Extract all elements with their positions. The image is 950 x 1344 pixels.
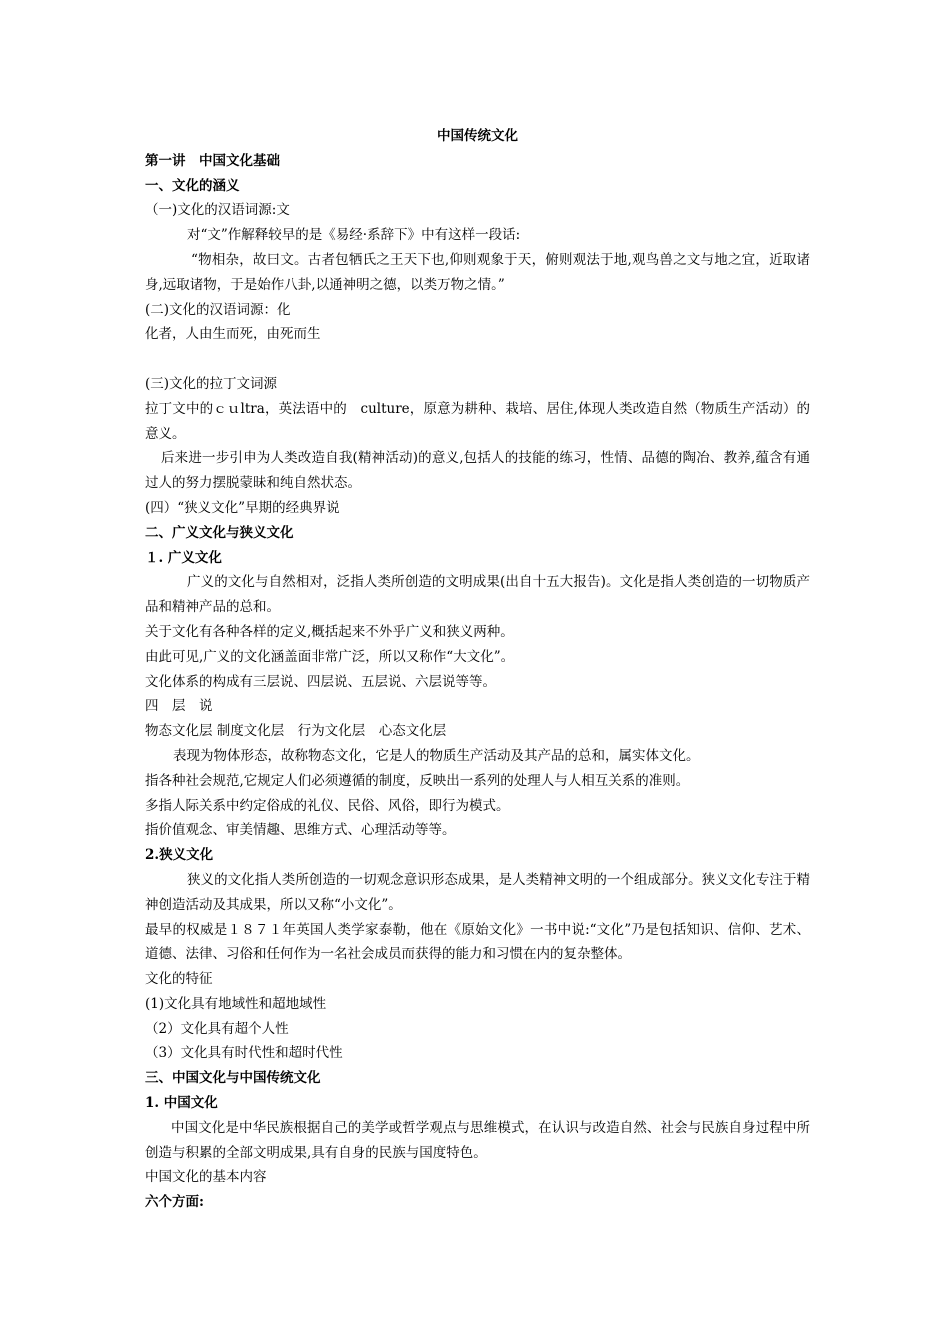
paragraph: 对“文”作解释较早的是《易经·系辞下》中有这样一段话: <box>187 227 521 244</box>
paragraph: 中国文化是中华民族根据自己的美学或哲学观点与思维模式，在认识与改造自然、社会与民族自身过程中所创造与积累的全部文明成果,具有自身的民族与国度特色。 <box>145 1119 810 1161</box>
paragraph: 指各种社会规范,它规定人们必须遵循的制度，反映出一系列的处理人与人相互关系的准则。 <box>145 772 690 789</box>
blank-line <box>145 347 810 372</box>
subsection-heading: (四）“狭义文化”早期的经典界说 <box>145 499 340 516</box>
paragraph: 表现为物体形态，故称物态文化，它是人的物质生产活动及其产品的总和，属实体文化。 <box>173 747 700 764</box>
subsection-heading: （一)文化的汉语词源:文 <box>145 202 290 219</box>
paragraph: 四 层 说 <box>145 698 213 715</box>
subsection-heading: １. 广义文化 <box>145 549 222 566</box>
section-heading: 三、中国文化与中国传统文化 <box>145 1070 321 1087</box>
paragraph: 六个方面: <box>145 1194 204 1211</box>
paragraph: 化者，人由生而死，由死而生 <box>145 326 321 343</box>
document-title: 中国传统文化 <box>437 128 518 144</box>
paragraph: 指价值观念、审美情趣、思维方式、心理活动等等。 <box>145 822 456 839</box>
paragraph: 物态文化层 制度文化层 行为文化层 心态文化层 <box>145 723 447 740</box>
paragraph: 中国文化的基本内容 <box>145 1169 267 1186</box>
subsection-heading: (二)文化的汉语词源：化 <box>145 301 291 318</box>
feature-item: （3）文化具有时代性和超时代性 <box>145 1045 343 1062</box>
paragraph: 广义的文化与自然相对，泛指人类所创造的文明成果(出自十五大报告)。文化是指人类创造的一切物质产品和精神产品的总和。 <box>145 574 810 616</box>
section-heading: 二、广义文化与狭义文化 <box>145 524 294 541</box>
section-heading: 一、文化的涵义 <box>145 177 240 194</box>
paragraph: 最早的权威是１８７１年英国人类学家泰勒，他在《原始文化》一书中说:“文化”乃是包括知识、信仰、艺术、道德、法律、习俗和任何作为一名社会成员而获得的能力和习惯在内的复杂整体。 <box>145 921 810 963</box>
document-body <box>145 124 810 1215</box>
paragraph: 拉丁文中的ｃｕltra，英法语中的 culture，原意为耕种、栽培、居住,体现人类改造自然（物质生产活动）的意义。 <box>145 400 810 442</box>
paragraph: 关于文化有各种各样的定义,概括起来不外乎广义和狭义两种。 <box>145 623 514 640</box>
paragraph: 文化体系的构成有三层说、四层说、五层说、六层说等等。 <box>145 673 496 690</box>
subsection-heading: 2.狭义文化 <box>145 847 214 864</box>
feature-item: (1)文化具有地域性和超地域性 <box>145 995 327 1012</box>
quote-paragraph: “物相杂，故曰文。古者包牺氏之王天下也,仰则观象于天，俯则观法于地,观鸟兽之文与地之宜，近取诸身,远取诸物，于是始作八卦,以通神明之德，以类万物之情。” <box>145 251 810 293</box>
paragraph: 狭义的文化指人类所创造的一切观念意识形态成果，是人类精神文明的一个组成部分。狭义文化专注于精神创造活动及其成果，所以又称“小文化”。 <box>145 871 810 913</box>
paragraph: 文化的特征 <box>145 971 213 988</box>
lecture-heading: 第一讲 中国文化基础 <box>145 152 280 169</box>
feature-item: （2）文化具有超个人性 <box>145 1020 289 1037</box>
subsection-heading: (三)文化的拉丁文词源 <box>145 375 278 392</box>
paragraph: 多指人际关系中约定俗成的礼仪、民俗、风俗，即行为模式。 <box>145 797 510 814</box>
paragraph: 由此可见,广义的文化涵盖面非常广泛，所以又称作“大文化”。 <box>145 648 515 665</box>
paragraph: 后来进一步引申为人类改造自我(精神活动)的意义,包括人的技能的练习，性情、品德的陶冶、教养,蕴含有通过人的努力摆脱蒙昧和纯自然状态。 <box>145 450 810 492</box>
subsection-heading: 1. 中国文化 <box>145 1095 218 1112</box>
